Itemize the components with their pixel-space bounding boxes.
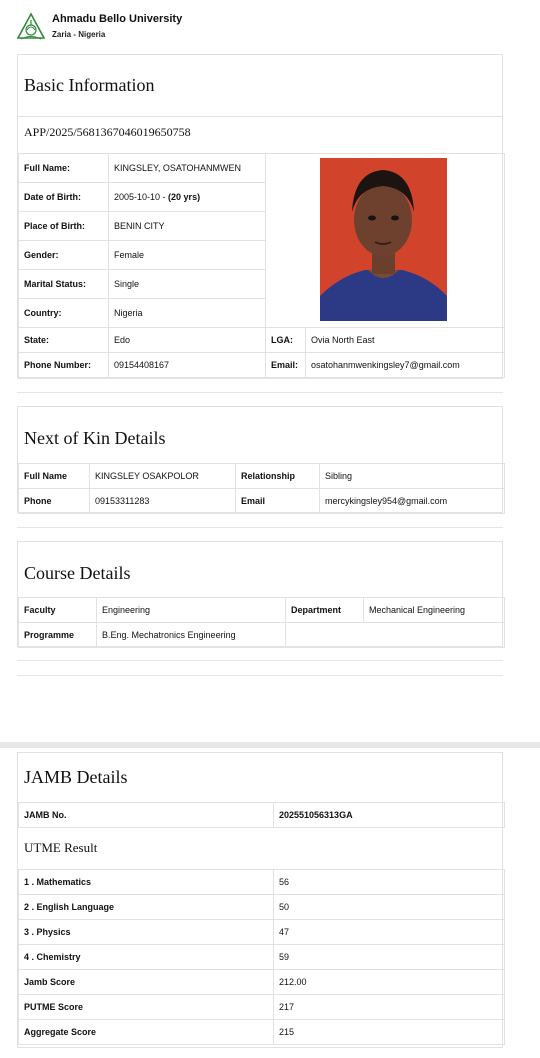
faculty-label: Faculty — [19, 598, 97, 623]
jamb-score-value: 212.00 — [274, 970, 505, 995]
utme-result-title: UTME Result — [24, 840, 98, 855]
course-details-title: Course Details — [24, 563, 131, 583]
kin-full-name-value: KINGSLEY OSAKPOLOR — [90, 464, 236, 489]
section-divider — [17, 392, 503, 393]
gender-value: Female — [109, 241, 266, 270]
subject-name: 3 . Physics — [19, 920, 274, 945]
marital-value: Single — [109, 270, 266, 299]
table-row — [19, 353, 505, 378]
section-divider — [17, 527, 503, 528]
kin-relationship-value: Sibling — [320, 464, 505, 489]
kin-email-label: Email — [236, 489, 320, 514]
department-label: Department — [286, 598, 364, 623]
course-details-card — [17, 541, 503, 647]
email-value: osatohanmwenkingsley7@gmail.com — [306, 353, 505, 378]
university-location: Zaria - Nigeria — [52, 30, 106, 39]
putme-score-value: 217 — [274, 995, 505, 1020]
jamb-details-title: JAMB Details — [24, 767, 128, 787]
next-of-kin-card — [17, 406, 503, 513]
putme-score-label: PUTME Score — [19, 995, 274, 1020]
kin-phone-label: Phone — [19, 489, 90, 514]
table-row — [19, 870, 505, 895]
faculty-value: Engineering — [97, 598, 286, 623]
title-divider — [18, 116, 502, 117]
table-row — [19, 623, 505, 648]
programme-value: B.Eng. Mechatronics Engineering — [97, 623, 286, 648]
section-divider — [17, 675, 503, 676]
university-logo-icon — [16, 12, 46, 42]
subject-score: 50 — [274, 895, 505, 920]
table-row — [19, 895, 505, 920]
subject-name: 4 . Chemistry — [19, 945, 274, 970]
country-value: Nigeria — [109, 299, 266, 328]
dob-label: Date of Birth: — [19, 183, 109, 212]
state-value: Edo — [109, 328, 266, 353]
application-id: APP/2025/5681367046019650758 — [24, 125, 191, 139]
aggregate-score-label: Aggregate Score — [19, 1020, 274, 1045]
empty-cell — [286, 623, 505, 648]
aggregate-score-value: 215 — [274, 1020, 505, 1045]
dob-value — [109, 183, 266, 212]
section-divider — [17, 660, 503, 661]
subject-score: 47 — [274, 920, 505, 945]
lga-label: LGA: — [266, 328, 306, 353]
jamb-no-label: JAMB No. — [19, 803, 274, 828]
kin-full-name-label: Full Name — [19, 464, 90, 489]
subject-score: 56 — [274, 870, 505, 895]
next-of-kin-table — [18, 463, 505, 514]
dob-age: (20 yrs) — [168, 192, 201, 202]
kin-email-value: mercykingsley954@gmail.com — [320, 489, 505, 514]
full-name-value: KINGSLEY, OSATOHANMWEN — [109, 154, 266, 183]
page-break-band — [0, 742, 540, 748]
table-row — [19, 598, 505, 623]
department-value: Mechanical Engineering — [364, 598, 505, 623]
table-row — [19, 328, 505, 353]
gender-label: Gender: — [19, 241, 109, 270]
page-header — [16, 10, 182, 44]
university-identity — [52, 13, 182, 41]
state-label: State: — [19, 328, 109, 353]
kin-phone-value: 09153311283 — [90, 489, 236, 514]
next-of-kin-title: Next of Kin Details — [24, 428, 166, 448]
university-name: Ahmadu Bello University — [52, 13, 183, 25]
subject-name: 1 . Mathematics — [19, 870, 274, 895]
course-details-table — [18, 597, 505, 648]
email-label: Email: — [266, 353, 306, 378]
table-row — [19, 803, 505, 828]
marital-label: Marital Status: — [19, 270, 109, 299]
table-row — [19, 970, 505, 995]
utme-results-table — [18, 869, 505, 1045]
table-row — [19, 920, 505, 945]
jamb-no-value: 202551056313GA — [274, 803, 505, 828]
jamb-number-table — [18, 802, 505, 828]
kin-relationship-label: Relationship — [236, 464, 320, 489]
subject-name: 2 . English Language — [19, 895, 274, 920]
dob-date: 2005-10-10 - — [114, 192, 169, 202]
phone-value: 09154408167 — [109, 353, 266, 378]
pob-value: BENIN CITY — [109, 212, 266, 241]
subject-score: 59 — [274, 945, 505, 970]
table-row — [19, 1020, 505, 1045]
table-row — [19, 489, 505, 514]
country-label: Country: — [19, 299, 109, 328]
phone-label: Phone Number: — [19, 353, 109, 378]
table-row — [19, 995, 505, 1020]
jamb-details-card — [17, 752, 503, 1048]
jamb-score-label: Jamb Score — [19, 970, 274, 995]
pob-label: Place of Birth: — [19, 212, 109, 241]
full-name-label: Full Name: — [19, 154, 109, 183]
programme-label: Programme — [19, 623, 97, 648]
table-row — [19, 945, 505, 970]
basic-information-title: Basic Information — [24, 75, 155, 95]
table-row — [19, 464, 505, 489]
passport-photo-image — [320, 158, 447, 321]
lga-value: Ovia North East — [306, 328, 505, 353]
passport-photo — [320, 158, 447, 321]
